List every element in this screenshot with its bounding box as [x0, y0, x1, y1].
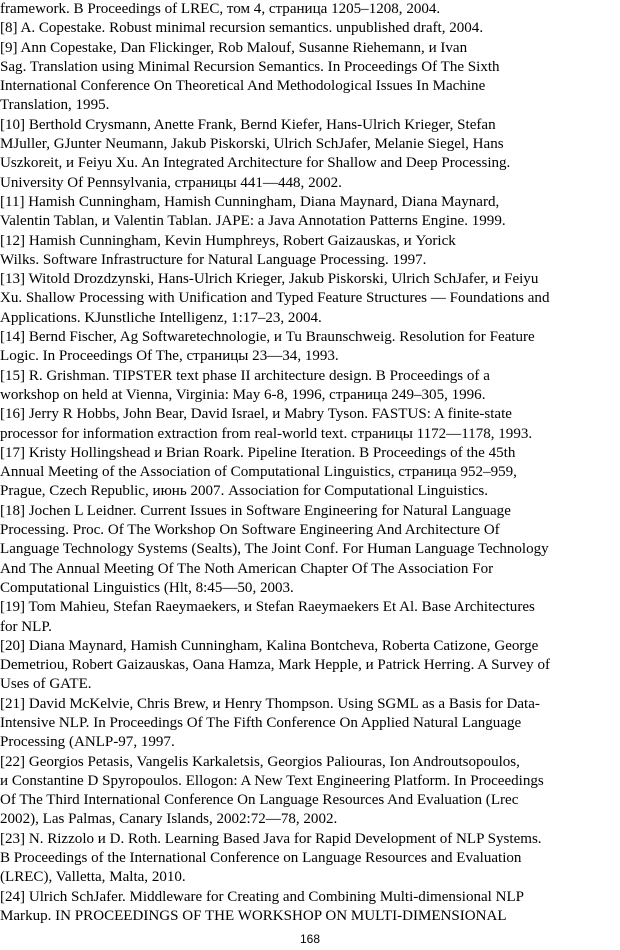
text-line: [9] Ann Copestake, Dan Flickinger, Rob Malouf, Susanne Riehemann, и Ivan: [0, 39, 468, 56]
text-line: [10] Berthold Crysmann, Anette Frank, Bernd Kiefer, Hans-Ulrich Krieger, Stefan: [0, 116, 496, 133]
text-line: framework. В Proceedings of LREC, том 4, страница 1205–1208, 2004.: [0, 1, 441, 17]
text-line: [19] Tom Mahieu, Stefan Raeymaekers, и Stefan Raeymaekers Et Al. Base Architectures: [0, 599, 535, 616]
text-line: [8] A. Copestake. Robust minimal recursion semantics. unpublished draft, 2004.: [0, 20, 484, 37]
text-line: Applications. KJunstliche Intelligenz, 1:17–23, 2004.: [0, 309, 322, 326]
text-line: Wilks. Software Infrastructure for Natural Language Processing. 1997.: [0, 251, 427, 268]
text-line: [22] Georgios Petasis, Vangelis Karkaletsis, Georgios Paliouras, Ion Androutsopoulos,: [0, 753, 520, 770]
text-line: и Constantine D Spyropoulos. Ellogon: A New Text Engineering Platform. In Proceedings: [0, 772, 544, 789]
text-line: [17] Kristy Hollingshead и Brian Roark. Pipeline Iteration. В Proceedings of the 45th: [0, 444, 516, 461]
text-line: MJuller, GJunter Neumann, Jakub Piskorski, Ulrich SchJafer, Melanie Siegel, Hans: [0, 136, 504, 153]
text-line: [11] Hamish Cunningham, Hamish Cunningham, Diana Maynard, Diana Maynard,: [0, 193, 500, 210]
text-line: [18] Jochen L Leidner. Current Issues in Software Engineering for Natural Language: [0, 502, 511, 519]
text-line: for NLP.: [0, 618, 52, 635]
text-line: processor for information extraction from real-world text. страницы 1172—1178, 1993.: [0, 425, 533, 442]
text-line: Uses of GATE.: [0, 676, 92, 693]
text-line: [16] Jerry R Hobbs, John Bear, David Israel, и Mabry Tyson. FASTUS: A finite-state: [0, 406, 512, 423]
text-line: Processing. Proc. Of The Workshop On Software Engineering And Architecture Of: [0, 522, 500, 539]
text-line: [15] R. Grishman. TIPSTER text phase II architecture design. В Proceedings of a: [0, 367, 490, 384]
text-line: International Conference On Theoretical And Methodological Issues In Machine: [0, 78, 486, 95]
text-line: Intensive NLP. In Proceedings Of The Fifth Conference On Applied Natural Language: [0, 714, 522, 731]
text-line: Computational Linguistics (Hlt, 8:45—50, 2003.: [0, 579, 294, 596]
text-line: Logic. In Proceedings Of The, страницы 23—34, 1993.: [0, 348, 339, 365]
text-line: Valentin Tablan, и Valentin Tablan. JAPE: a Java Annotation Patterns Engine. 1999.: [0, 213, 506, 230]
text-line: Language Technology Systems (Sealts), The Joint Conf. For Human Language Technology: [0, 541, 549, 558]
text-line: Sag. Translation using Minimal Recursion Semantics. In Proceedings Of The Sixth: [0, 58, 500, 75]
text-line: Of The Third International Conference On Language Resources And Evaluation (Lrec: [0, 792, 519, 809]
text-line: (LREC), Valletta, Malta, 2010.: [0, 869, 186, 886]
text-line: Demetriou, Robert Gaizauskas, Oana Hamza, Mark Hepple, и Patrick Herring. A Survey of: [0, 657, 550, 674]
text-line: [14] Bernd Fischer, Ag Softwaretechnologie, и Tu Braunschweig. Resolution for Feature: [0, 329, 535, 346]
page-number: 168: [299, 932, 321, 946]
text-line: Prague, Czech Republic, июнь 2007. Association for Computational Linguistics.: [0, 483, 489, 500]
text-line: Annual Meeting of the Association of Computational Linguistics, страница 952–959,: [0, 464, 517, 481]
text-line: Xu. Shallow Processing with Unification and Typed Feature Structures — Foundations and: [0, 290, 550, 307]
text-line: Markup. IN PROCEEDINGS OF THE WORKSHOP ON MULTI-DIMENSIONAL: [0, 907, 507, 924]
text-line: [24] Ulrich SchJafer. Middleware for Creating and Combining Multi-dimensional NLP: [0, 888, 525, 905]
text-line: workshop on held at Vienna, Virginia: May 6-8, 1996, страница 249–305, 1996.: [0, 386, 486, 403]
text-line: [23] N. Rizzolo и D. Roth. Learning Based Java for Rapid Development of NLP Systems.: [0, 830, 542, 847]
text-line: And The Annual Meeting Of The Noth American Chapter Of The Association For: [0, 560, 494, 577]
text-line: [12] Hamish Cunningham, Kevin Humphreys, Robert Gaizauskas, и Yorick: [0, 232, 456, 249]
text-line: Processing (ANLP-97, 1997.: [0, 734, 175, 751]
text-line: В Proceedings of the International Conference on Language Resources and Evaluation: [0, 850, 522, 867]
text-line: [20] Diana Maynard, Hamish Cunningham, Kalina Bontcheva, Roberta Catizone, George: [0, 637, 539, 654]
text-line: University Of Pennsylvania, страницы 441—448, 2002.: [0, 174, 342, 191]
text-line: 2002), Las Palmas, Canary Islands, 2002:72—78, 2002.: [0, 811, 338, 828]
text-line: Uszkoreit, и Feiyu Xu. An Integrated Architecture for Shallow and Deep Processing.: [0, 155, 511, 172]
text-line: [13] Witold Drozdzynski, Hans-Ulrich Krieger, Jakub Piskorski, Ulrich SchJafer, и Feiyu: [0, 271, 539, 288]
text-line: Translation, 1995.: [0, 97, 110, 114]
text-line: [21] David McKelvie, Chris Brew, и Henry Thompson. Using SGML as a Basis for Data-: [0, 695, 540, 712]
